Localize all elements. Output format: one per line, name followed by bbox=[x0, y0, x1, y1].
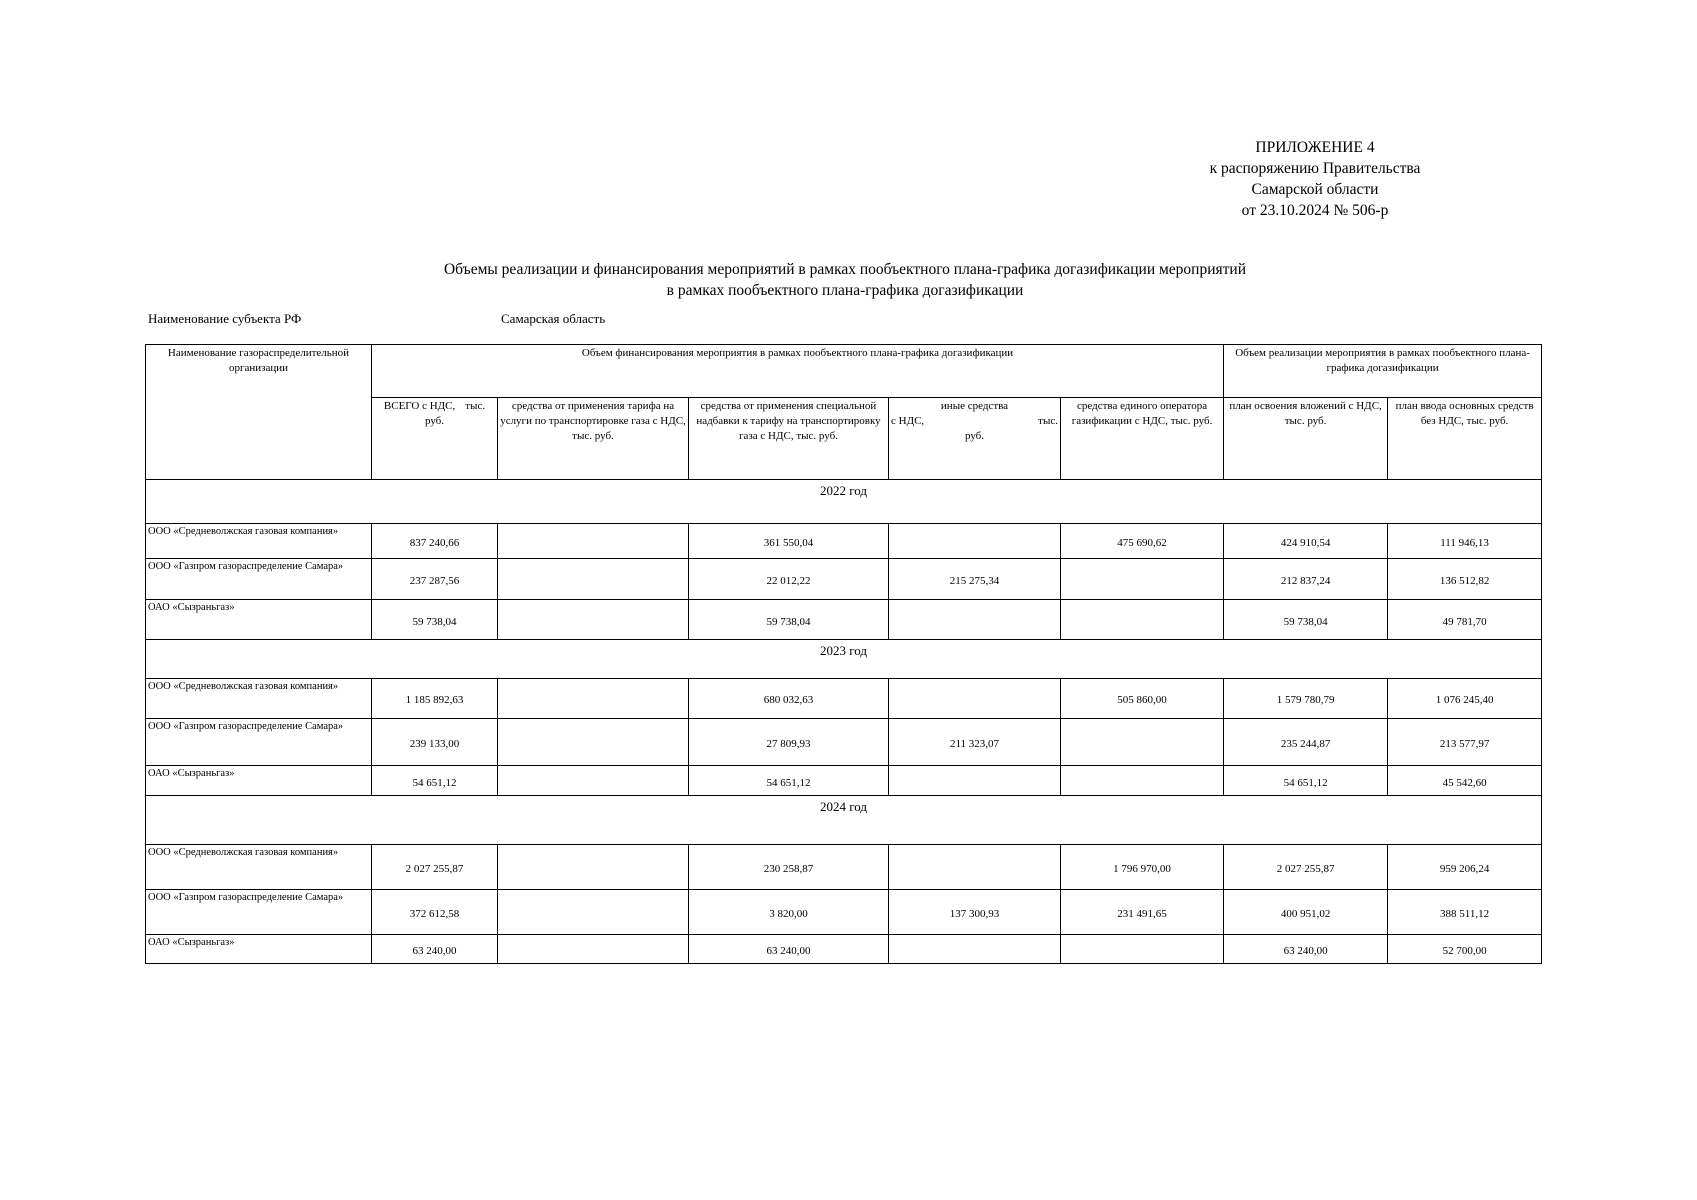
table-row bbox=[146, 524, 1542, 559]
cell-other bbox=[889, 600, 1061, 639]
cell-other bbox=[889, 845, 1061, 889]
cell-surcharge: 22 012,22 bbox=[689, 559, 889, 600]
cell-total: 63 240,00 bbox=[372, 934, 498, 963]
org-name: ОАО «Сызраньгаз» bbox=[146, 600, 372, 639]
header-realization-group: Объем реализации мероприятия в рамках пообъектного плана-графика догазификации bbox=[1224, 345, 1542, 398]
cell-other: 215 275,34 bbox=[889, 559, 1061, 600]
table-row bbox=[146, 766, 1542, 796]
table-row bbox=[146, 934, 1542, 963]
org-name: ООО «Средневолжская газовая компания» bbox=[146, 845, 372, 889]
cell-total: 837 240,66 bbox=[372, 524, 498, 559]
cell-tariff bbox=[498, 889, 689, 934]
cell-plan-invest: 1 579 780,79 bbox=[1224, 678, 1388, 718]
table-row bbox=[146, 678, 1542, 718]
appendix-date-number: от 23.10.2024 № 506-р bbox=[1241, 202, 1389, 219]
cell-operator bbox=[1061, 600, 1224, 639]
org-name: ООО «Средневолжская газовая компания» bbox=[146, 524, 372, 559]
cell-operator: 505 860,00 bbox=[1061, 678, 1224, 718]
cell-operator bbox=[1061, 766, 1224, 796]
cell-plan-assets: 45 542,60 bbox=[1388, 766, 1542, 796]
appendix-line-3: Самарской области bbox=[1251, 181, 1379, 198]
cell-plan-assets: 136 512,82 bbox=[1388, 559, 1542, 600]
header-plan-invest: план освоения вложений с НДС, тыс. руб. bbox=[1224, 398, 1388, 480]
cell-plan-assets: 49 781,70 bbox=[1388, 600, 1542, 639]
cell-plan-invest: 400 951,02 bbox=[1224, 889, 1388, 934]
cell-other: 137 300,93 bbox=[889, 889, 1061, 934]
cell-surcharge: 54 651,12 bbox=[689, 766, 889, 796]
cell-plan-assets: 1 076 245,40 bbox=[1388, 678, 1542, 718]
subject-label: Наименование субъекта РФ bbox=[148, 311, 302, 326]
cell-other bbox=[889, 766, 1061, 796]
org-name: ООО «Газпром газораспределение Самара» bbox=[146, 889, 372, 934]
cell-plan-invest: 212 837,24 bbox=[1224, 559, 1388, 600]
cell-tariff bbox=[498, 718, 689, 765]
cell-plan-invest: 2 027 255,87 bbox=[1224, 845, 1388, 889]
header-other-d: руб. bbox=[964, 430, 985, 442]
table-row bbox=[146, 600, 1542, 639]
cell-total: 54 651,12 bbox=[372, 766, 498, 796]
subject-value: Самарская область bbox=[501, 311, 606, 326]
cell-total: 239 133,00 bbox=[372, 718, 498, 765]
table-row bbox=[146, 889, 1542, 934]
cell-surcharge: 3 820,00 bbox=[689, 889, 889, 934]
cell-plan-invest: 235 244,87 bbox=[1224, 718, 1388, 765]
cell-plan-invest: 54 651,12 bbox=[1224, 766, 1388, 796]
document-title-line-2: в рамках пообъектного плана-графика догазификации bbox=[666, 282, 1024, 299]
header-other bbox=[889, 398, 1061, 480]
cell-plan-assets: 388 511,12 bbox=[1388, 889, 1542, 934]
cell-total: 1 185 892,63 bbox=[372, 678, 498, 718]
table-row bbox=[146, 559, 1542, 600]
appendix-block bbox=[1150, 137, 1480, 221]
header-financing-group: Объем финансирования мероприятия в рамках пообъектного плана-графика догазификации bbox=[372, 345, 1224, 398]
header-operator: средства единого оператора газификации с НДС, тыс. руб. bbox=[1061, 398, 1224, 480]
cell-tariff bbox=[498, 524, 689, 559]
org-name: ООО «Средневолжская газовая компания» bbox=[146, 678, 372, 718]
header-plan-assets: план ввода основных средств без НДС, тыс. руб. bbox=[1388, 398, 1542, 480]
cell-tariff bbox=[498, 766, 689, 796]
cell-operator: 231 491,65 bbox=[1061, 889, 1224, 934]
cell-tariff bbox=[498, 559, 689, 600]
cell-plan-invest: 59 738,04 bbox=[1224, 600, 1388, 639]
document-title bbox=[150, 259, 1540, 301]
cell-tariff bbox=[498, 934, 689, 963]
cell-plan-assets: 52 700,00 bbox=[1388, 934, 1542, 963]
cell-plan-assets: 111 946,13 bbox=[1388, 524, 1542, 559]
cell-other: 211 323,07 bbox=[889, 718, 1061, 765]
table-row bbox=[146, 845, 1542, 889]
cell-total: 372 612,58 bbox=[372, 889, 498, 934]
cell-surcharge: 230 258,87 bbox=[689, 845, 889, 889]
cell-plan-invest: 424 910,54 bbox=[1224, 524, 1388, 559]
financing-table bbox=[145, 344, 1542, 964]
cell-other bbox=[889, 934, 1061, 963]
year-row-2023: 2023 год bbox=[146, 639, 1542, 678]
cell-tariff bbox=[498, 678, 689, 718]
cell-surcharge: 59 738,04 bbox=[689, 600, 889, 639]
cell-operator: 1 796 970,00 bbox=[1061, 845, 1224, 889]
cell-operator bbox=[1061, 559, 1224, 600]
header-other-a: иные средства bbox=[940, 400, 1009, 412]
header-total-a: ВСЕГО с НДС, bbox=[383, 400, 456, 412]
cell-surcharge: 63 240,00 bbox=[689, 934, 889, 963]
cell-operator: 475 690,62 bbox=[1061, 524, 1224, 559]
cell-tariff bbox=[498, 845, 689, 889]
header-org: Наименование газораспределительной организации bbox=[146, 345, 372, 480]
org-name: ОАО «Сызраньгаз» bbox=[146, 766, 372, 796]
cell-other bbox=[889, 524, 1061, 559]
header-other-c: тыс. bbox=[1038, 415, 1058, 427]
cell-surcharge: 361 550,04 bbox=[689, 524, 889, 559]
table-row bbox=[146, 718, 1542, 765]
appendix-line-2: к распоряжению Правительства bbox=[1209, 160, 1421, 177]
cell-total: 2 027 255,87 bbox=[372, 845, 498, 889]
header-total-c: руб. bbox=[424, 415, 445, 427]
org-name: ОАО «Сызраньгаз» bbox=[146, 934, 372, 963]
cell-tariff bbox=[498, 600, 689, 639]
cell-plan-invest: 63 240,00 bbox=[1224, 934, 1388, 963]
cell-operator bbox=[1061, 718, 1224, 765]
document-title-line-1: Объемы реализации и финансирования мероприятий в рамках пообъектного плана-графика догазификации мероприятий bbox=[443, 261, 1247, 278]
cell-total: 59 738,04 bbox=[372, 600, 498, 639]
cell-surcharge: 27 809,93 bbox=[689, 718, 889, 765]
org-name: ООО «Газпром газораспределение Самара» bbox=[146, 559, 372, 600]
cell-operator bbox=[1061, 934, 1224, 963]
header-total bbox=[372, 398, 498, 480]
header-other-b: с НДС, bbox=[891, 415, 925, 427]
org-name: ООО «Газпром газораспределение Самара» bbox=[146, 718, 372, 765]
cell-plan-assets: 959 206,24 bbox=[1388, 845, 1542, 889]
cell-total: 237 287,56 bbox=[372, 559, 498, 600]
cell-surcharge: 680 032,63 bbox=[689, 678, 889, 718]
header-tariff: средства от применения тарифа на услуги по транспортировке газа с НДС, тыс. руб. bbox=[498, 398, 689, 480]
header-surcharge: средства от применения специальной надбавки к тарифу на транспортировку газа с НДС, тыс. руб. bbox=[689, 398, 889, 480]
appendix-title: ПРИЛОЖЕНИЕ 4 bbox=[1255, 139, 1375, 156]
year-row-2022: 2022 год bbox=[146, 480, 1542, 524]
cell-other bbox=[889, 678, 1061, 718]
cell-plan-assets: 213 577,97 bbox=[1388, 718, 1542, 765]
year-row-2024: 2024 год bbox=[146, 796, 1542, 845]
header-total-b: тыс. bbox=[465, 400, 486, 412]
